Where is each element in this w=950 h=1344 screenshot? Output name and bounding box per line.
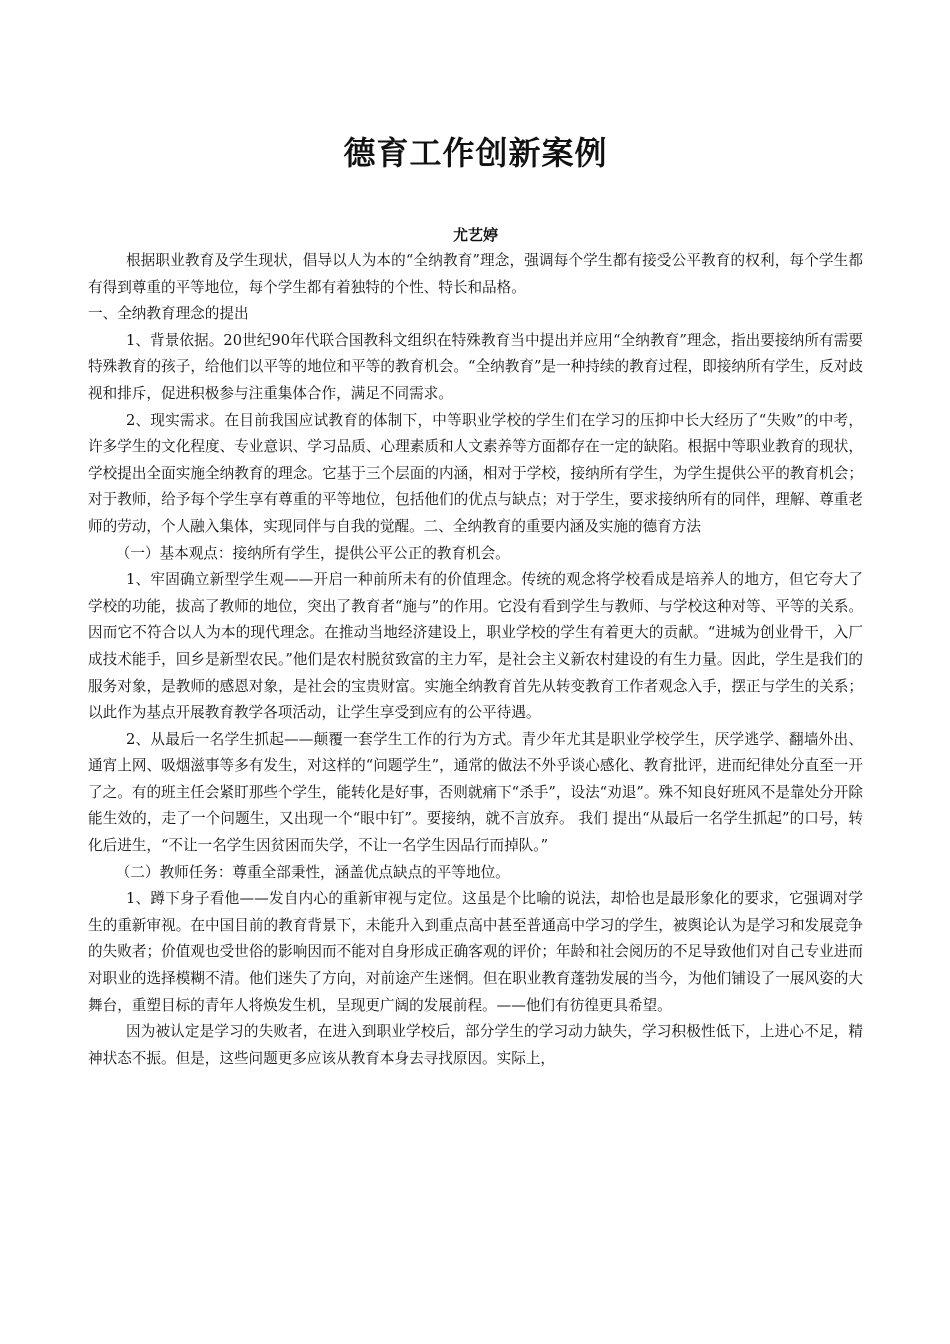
paragraph: （一）基本观点：接纳所有学生，提供公平公正的教育机会。: [115, 544, 510, 562]
paragraph: （二）教师任务：尊重全部秉性，涵盖优点缺点的平等地位。: [115, 863, 510, 881]
document-title: 德育工作创新案例: [343, 134, 608, 172]
paragraph: 1、牢固确立新型学生观——开启一种前所未有的价值理念。传统的观念将学校看成是培养人的地方，但它夸大了学校的功能，拔高了教师的地位，突出了教育者“施与”的作用。它没有看到学生与教师、与学校这种对等、平等的关系。因而它不符合以人为本的现代理念。在推动当地经济建设上，职业学校的学生有着更大的贡献。“进城为创业骨干，入厂成技术能手，回乡是新型农民。”他们是农村脱贫致富的主力军，是社会主义新农村建设的有生力量。因此，学生是我们的服务对象，是教师的感恩对象，是社会的宝贵财富。实施全纳教育首先从转变教育工作者观念入手，摆正与学生的关系；以此作为基点开展教育教学各项活动，让学生享受到应有的公平待遇。: [88, 571, 863, 722]
paragraph: 1、蹲下身子看他——发自内心的重新审视与定位。这虽是个比喻的说法，却恰也是最形象化的要求，它强调对学生的重新审视。在中国目前的教育背景下，未能升入到重点高中甚至普通高中学习的学生，被舆论认为是学习和发展竞争的失败者；价值观也受世俗的影响因而不能对自身形成正确客观的评价；年龄和社会阅历的不足导致他们对自己专业进而对职业的选择模糊不清。他们迷失了方向，对前途产生迷惘。但在职业教育蓬勃发展的当今，为他们铺设了一展风姿的大舞台，重塑目标的青年人将焕发生机，呈现更广阔的发展前程。——他们有彷徨更具希望。: [88, 890, 863, 1014]
paragraph: 2、现实需求。在目前我国应试教育的体制下，中等职业学校的学生们在学习的压抑中长大经历了“失败”的中考，许多学生的文化程度、专业意识、学习品质、心理素质和人文素养等方面都存在一定的缺陷。根据中等职业教育的现状，学校提出全面实施全纳教育的理念。它基于三个层面的内涵，相对于学校，接纳所有学生，为学生提供公平的教育机会；对于教师，给予每个学生享有尊重的平等地位，包括他们的优点与缺点；对于学生，要求接纳所有的同伴，理解、尊重老师的劳动，个人融入集体，实现同伴与自我的觉醒。二、全纳教育的重要内涵及实施的德育方法: [88, 411, 863, 535]
paragraph: 因为被认定是学习的失败者，在进入到职业学校后，部分学生的学习动力缺失，学习积极性低下，上进心不足，精神状态不振。但是，这些问题更多应该从教育本身去寻找原因。实际上，: [88, 1023, 863, 1067]
paragraph: 一、全纳教育理念的提出: [88, 305, 249, 323]
paragraph: 根据职业教育及学生现状，倡导以人为本的“全纳教育”理念，强调每个学生都有接受公平教育的权利，每个学生都有得到尊重的平等地位，每个学生都有着独特的个性、特长和品格。: [88, 252, 863, 296]
document-author: 尤艺婷: [452, 226, 498, 244]
paragraph: 2、从最后一名学生抓起——颠覆一套学生工作的行为方式。青少年尤其是职业学校学生，厌学逃学、翻墙外出、通宵上网、吸烟滋事等多有发生，对这样的“问题学生”，通常的做法不外乎谈心感化、教育批评，进而纪律处分直至一开了之。有的班主任会紧盯那些个学生，能转化是好事，否则就痛下“杀手”，设法“劝退”。殊不知良好班风不是靠处分开除能生效的，走了一个问题生，又出现一个“眼中钉”。要接纳，就不言放弃。 我们 提出“从最后一名学生抓起”的口号，转化后进生，“不让一名学生因贫困而失学，不让一名学生因品行而掉队。”: [88, 730, 863, 855]
document-body: [88, 248, 863, 1072]
paragraph: 1、背景依据。20世纪90年代联合国教科文组织在特殊教育当中提出并应用“全纳教育”理念，指出要接纳所有需要特殊教育的孩子，给他们以平等的地位和平等的教育机会。“全纳教育”是一种持续的教育过程，即接纳所有学生，反对歧视和排斥，促进积极参与注重集体合作，满足不同需求。: [88, 331, 863, 402]
